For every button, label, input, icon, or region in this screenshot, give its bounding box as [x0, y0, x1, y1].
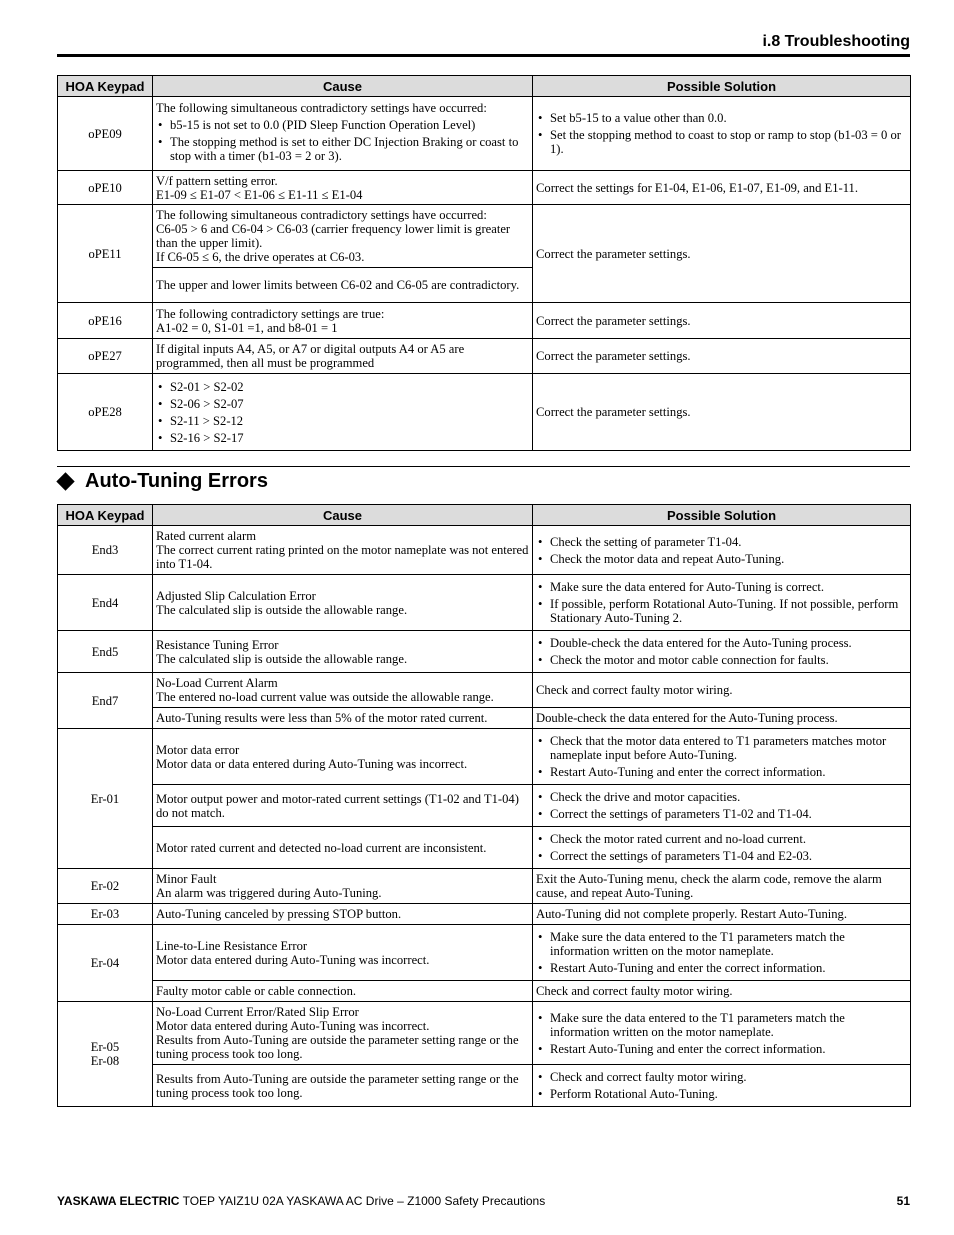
cause-cell: Results from Auto-Tuning are outside the parameter setting range or the tuning process took too long.: [153, 1065, 533, 1107]
table-row: [58, 708, 911, 729]
fault-code: oPE10: [58, 171, 153, 205]
solution-cell: Correct the settings for E1-04, E1-06, E1-07, E1-09, and E1-11.: [533, 171, 911, 205]
cause-text: Adjusted Slip Calculation Error: [156, 588, 316, 603]
diamond-bullet-icon: [56, 472, 74, 490]
col-header-keypad: HOA Keypad: [58, 76, 153, 97]
cause-cell: [153, 869, 533, 904]
solution-cell: [533, 97, 911, 171]
fault-code: Er-08: [90, 1054, 120, 1068]
col-header-keypad: HOA Keypad: [58, 505, 153, 526]
col-header-solution: Possible Solution: [533, 505, 911, 526]
solution-bullet: • Perform Rotational Auto-Tuning.: [536, 1087, 907, 1101]
cause-cell: Auto-Tuning canceled by pressing STOP button.: [153, 904, 533, 925]
fault-code: End4: [58, 575, 153, 631]
cause-cell: [153, 673, 533, 708]
cause-bullet: • S2-06 > S2-07: [156, 397, 529, 411]
table-row: [58, 171, 911, 205]
table-header-row: [58, 505, 911, 526]
cause-text: Resistance Tuning Error: [156, 637, 279, 652]
solution-bullet: • If possible, perform Rotational Auto-Tuning. If not possible, perform Stationary Auto-Tuning 2.: [536, 597, 907, 625]
table-row: [58, 575, 911, 631]
solution-bullet: • Restart Auto-Tuning and enter the correct information.: [536, 765, 907, 779]
cause-text: Line-to-Line Resistance Error: [156, 938, 308, 953]
cause-cell: The upper and lower limits between C6-02 and C6-05 are contradictory.: [153, 268, 533, 303]
solution-cell: Correct the parameter settings.: [533, 374, 911, 451]
solution-cell: [533, 575, 911, 631]
solution-cell: [533, 729, 911, 785]
cause-bullet: • The stopping method is set to either DC Injection Braking or coast to stop with a timer (b1-03 = 2 or 3).: [156, 135, 529, 163]
table-row: [58, 205, 911, 268]
table-row: [58, 526, 911, 575]
solution-cell: Check and correct faulty motor wiring.: [533, 981, 911, 1002]
solution-bullet: • Make sure the data entered for Auto-Tuning is correct.: [536, 580, 907, 594]
cause-text: The calculated slip is outside the allowable range.: [156, 602, 408, 617]
fault-code: oPE28: [58, 374, 153, 451]
cause-text: If C6-05 ≤ 6, the drive operates at C6-03.: [156, 250, 365, 264]
table-row: [58, 1065, 911, 1107]
solution-bullet: • Correct the settings of parameters T1-02 and T1-04.: [536, 807, 907, 821]
cause-text: Motor data or data entered during Auto-Tuning was incorrect.: [156, 756, 468, 771]
solution-bullet: • Check the setting of parameter T1-04.: [536, 535, 907, 549]
table-row: [58, 827, 911, 869]
cause-cell: Motor rated current and detected no-load current are inconsistent.: [153, 827, 533, 869]
solution-cell: [533, 827, 911, 869]
solution-cell: Double-check the data entered for the Auto-Tuning process.: [533, 708, 911, 729]
cause-text: V/f pattern setting error.: [156, 173, 278, 188]
solution-cell: [533, 1002, 911, 1065]
table-row: [58, 785, 911, 827]
col-header-cause: Cause: [153, 505, 533, 526]
cause-text: Motor data error: [156, 742, 240, 757]
cause-text: Minor Fault: [156, 872, 217, 886]
solution-bullet: • Check and correct faulty motor wiring.: [536, 1070, 907, 1084]
cause-text: Motor data entered during Auto-Tuning was incorrect.: [156, 952, 430, 967]
cause-text: C6-05 > 6 and C6-04 > C6-03 (carrier frequency lower limit is greater than the upper limit).: [156, 222, 511, 250]
cause-text: No-Load Current Alarm: [156, 676, 278, 690]
cause-cell: [153, 631, 533, 673]
table-row: [58, 981, 911, 1002]
solution-bullet: • Check the motor rated current and no-load current.: [536, 832, 907, 846]
page-number: 51: [896, 1194, 910, 1208]
page-footer: [57, 1194, 910, 1208]
cause-text: The correct current rating printed on the motor nameplate was not entered into T1-04.: [156, 543, 529, 571]
cause-cell: [153, 925, 533, 981]
col-header-solution: Possible Solution: [533, 76, 911, 97]
cause-text: E1-09 ≤ E1-07 < E1-06 ≤ E1-11 ≤ E1-04: [156, 187, 363, 202]
fault-code: End3: [58, 526, 153, 575]
cause-cell: [153, 526, 533, 575]
solution-cell: Exit the Auto-Tuning menu, check the alarm code, remove the alarm cause, and repeat Auto-Tuning.: [533, 869, 911, 904]
solution-bullet: • Make sure the data entered to the T1 parameters match the information written on the motor nameplate.: [536, 1011, 907, 1039]
cause-cell: Auto-Tuning results were less than 5% of the motor rated current.: [153, 708, 533, 729]
table-row: [58, 1002, 911, 1065]
solution-bullet: • Check the motor data and repeat Auto-Tuning.: [536, 552, 907, 566]
solution-bullet: • Correct the settings of parameters T1-04 and E2-03.: [536, 849, 907, 863]
cause-cell: [153, 205, 533, 268]
solution-cell: Auto-Tuning did not complete properly. Restart Auto-Tuning.: [533, 904, 911, 925]
fault-code: oPE16: [58, 303, 153, 339]
cause-bullet: • S2-11 > S2-12: [156, 414, 529, 428]
cause-cell: [153, 97, 533, 171]
cause-text: The following contradictory settings are true:: [156, 306, 385, 321]
solution-cell: Correct the parameter settings.: [533, 303, 911, 339]
cause-cell: Faulty motor cable or cable connection.: [153, 981, 533, 1002]
fault-code: oPE27: [58, 339, 153, 374]
solution-bullet: • Set the stopping method to coast to stop or ramp to stop (b1-03 = 0 or 1).: [536, 128, 907, 156]
table-row: [58, 631, 911, 673]
fault-code: Er-05: [90, 1040, 120, 1054]
table-row: [58, 374, 911, 451]
solution-cell: [533, 526, 911, 575]
solution-cell: Check and correct faulty motor wiring.: [533, 673, 911, 708]
col-header-cause: Cause: [153, 76, 533, 97]
cause-cell: [153, 171, 533, 205]
fault-code: Er-03: [58, 904, 153, 925]
section-heading: [57, 470, 268, 493]
cause-cell: [153, 729, 533, 785]
solution-bullet: • Check that the motor data entered to T1 parameters matches motor nameplate input before Auto-Tuning.: [536, 734, 907, 762]
table-row: [58, 925, 911, 981]
solution-bullet: • Make sure the data entered to the T1 parameters match the information written on the motor nameplate.: [536, 930, 907, 958]
footer-document-info: [57, 1194, 545, 1208]
cause-text: The calculated slip is outside the allowable range.: [156, 651, 408, 666]
solution-bullet: • Double-check the data entered for the Auto-Tuning process.: [536, 636, 907, 650]
table-row: [58, 729, 911, 785]
cause-bullet: • b5-15 is not set to 0.0 (PID Sleep Function Operation Level): [156, 118, 529, 132]
cause-bullet: • S2-16 > S2-17: [156, 431, 529, 445]
cause-bullet: • S2-01 > S2-02: [156, 380, 529, 394]
fault-code: Er-04: [58, 925, 153, 1002]
solution-bullet: • Restart Auto-Tuning and enter the correct information.: [536, 961, 907, 975]
solution-bullet: • Check the motor and motor cable connection for faults.: [536, 653, 907, 667]
table-row: [58, 869, 911, 904]
solution-bullet: • Set b5-15 to a value other than 0.0.: [536, 111, 907, 125]
section-rule: [57, 466, 910, 467]
cause-text: A1-02 = 0, S1-01 =1, and b8-01 = 1: [156, 320, 338, 335]
table-row: [58, 673, 911, 708]
footer-doc-title: TOEP YAIZ1U 02A YASKAWA AC Drive – Z1000 Safety Precautions: [179, 1194, 546, 1208]
cause-text: Rated current alarm: [156, 529, 256, 543]
cause-text: Results from Auto-Tuning are outside the parameter setting range or the tuning process took too long.: [156, 1033, 519, 1061]
fault-code: End5: [58, 631, 153, 673]
fault-code-cell: [58, 1002, 153, 1107]
cause-cell: [153, 575, 533, 631]
cause-text: An alarm was triggered during Auto-Tuning.: [156, 886, 382, 900]
fault-code: Er-02: [58, 869, 153, 904]
cause-text: The following simultaneous contradictory settings have occurred:: [156, 101, 487, 115]
cause-cell: If digital inputs A4, A5, or A7 or digital outputs A4 or A5 are programmed, then all must be programmed: [153, 339, 533, 374]
table-row: [58, 904, 911, 925]
fault-code: End7: [58, 673, 153, 729]
solution-cell: [533, 1065, 911, 1107]
fault-code: oPE09: [58, 97, 153, 171]
fault-code: oPE11: [58, 205, 153, 303]
solution-cell: Correct the parameter settings.: [533, 339, 911, 374]
solution-cell: [533, 785, 911, 827]
fault-code: Er-01: [58, 729, 153, 869]
solution-cell: [533, 925, 911, 981]
section-title: Auto-Tuning Errors: [85, 470, 268, 492]
page-header-title: i.8 Troubleshooting: [762, 33, 910, 50]
table-row: [58, 303, 911, 339]
table-row: [58, 97, 911, 171]
solution-cell: Correct the parameter settings.: [533, 205, 911, 303]
cause-cell: [153, 1002, 533, 1065]
header-rule: [57, 54, 910, 57]
auto-tuning-error-table: [57, 504, 911, 1107]
ope-error-table: [57, 75, 911, 451]
table-header-row: [58, 76, 911, 97]
footer-brand: YASKAWA ELECTRIC: [57, 1194, 180, 1208]
cause-text: No-Load Current Error/Rated Slip Error: [156, 1005, 359, 1019]
cause-cell: [153, 303, 533, 339]
cause-text: The following simultaneous contradictory settings have occurred:: [156, 208, 487, 222]
solution-bullet: • Restart Auto-Tuning and enter the correct information.: [536, 1042, 907, 1056]
cause-text: Motor data entered during Auto-Tuning was incorrect.: [156, 1019, 430, 1033]
cause-text: The entered no-load current value was outside the allowable range.: [156, 690, 494, 704]
solution-bullet: • Check the drive and motor capacities.: [536, 790, 907, 804]
solution-cell: [533, 631, 911, 673]
table-row: [58, 339, 911, 374]
cause-cell: [153, 374, 533, 451]
cause-cell: Motor output power and motor-rated current settings (T1-02 and T1-04) do not match.: [153, 785, 533, 827]
